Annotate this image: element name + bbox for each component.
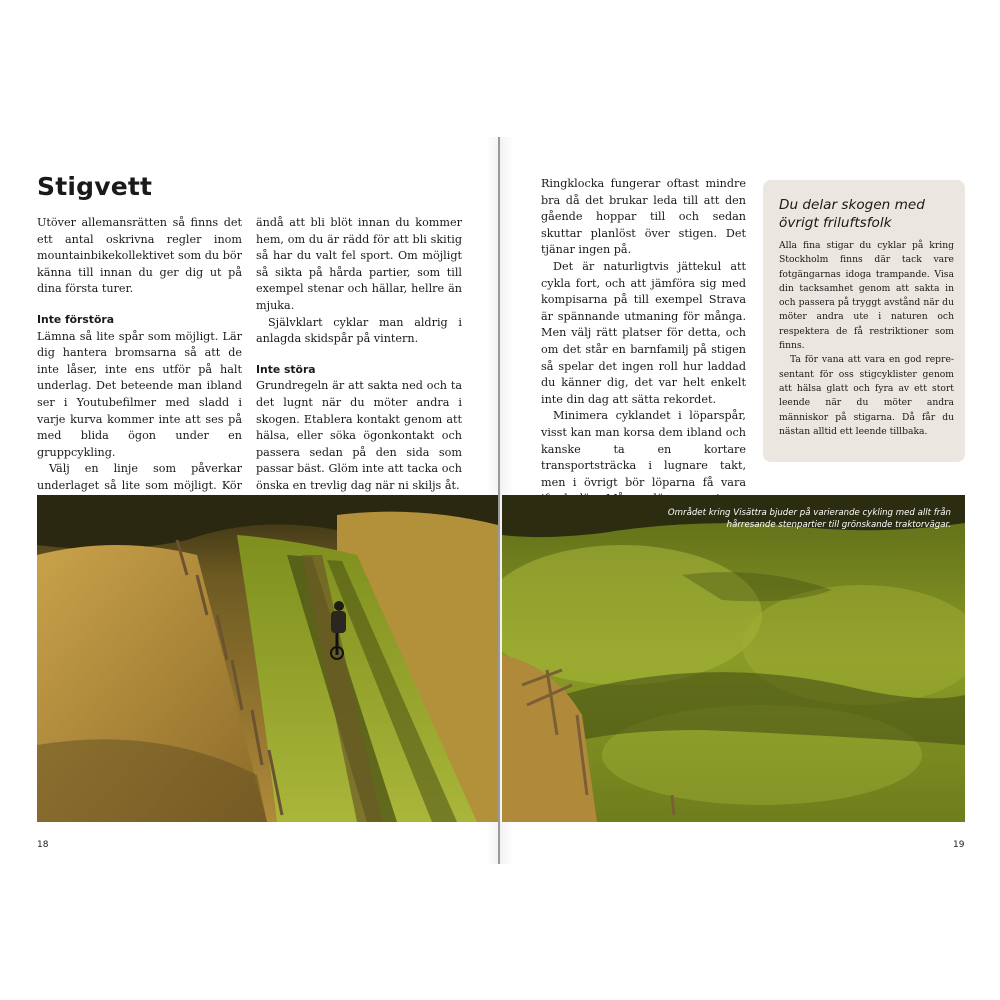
paragraph: Välj en linje som påverkar underlaget så lite som möjligt. Kör (37, 462, 242, 492)
text-column-3 (541, 176, 746, 541)
photo-left-cyclist-trail (37, 495, 498, 822)
page-number-right: 19 (953, 840, 965, 850)
photo-right-meadow (502, 495, 965, 822)
photo-caption: Området kring Visättra bjuder på varierande cykling med allt från hårresande stenpartier till grönskande traktorvägar. (667, 508, 951, 530)
subheading-inte-stora: Inte störa (256, 362, 316, 376)
page-title: Stigvett (37, 172, 153, 201)
sidebar-box (763, 180, 965, 462)
sidebar-heading: Du delar skogen med övrigt friluftsfolk (779, 197, 925, 231)
paragraph: Grundregeln är att sakta ned och ta det lugnt när du möter andra i skogen. Etablera kontakt genom att hälsa, eller söka ögonkontakt och passera sedan på den sida som passar bäst. Glöm inte att tacka och önska en trevlig dag när ni skiljs åt. (256, 379, 462, 492)
sidebar-text (779, 239, 954, 439)
page-number-left: 18 (37, 840, 49, 850)
subheading-inte-forstora: Inte förstöra (37, 312, 115, 326)
paragraph-intro: Utöver allemansrätten så finns det ett antal oskrivna regler inom mountainbikekollektivet som du bör känna till innan du ger dig ut på dina första turer. (37, 216, 242, 296)
paragraph: Självklart cyklar man aldrig i anlagda skidspår på vintern. (256, 315, 462, 346)
paragraph: Lämna så lite spår som möjligt. Lär dig hantera bromsarna så att de inte låser, inte ens utför på halt underlag. Det beteende man ibland ser i Youtubefilmer med sladd i varje kurva kommer inte att ses på med blida ögon under en gruppcykling. (37, 329, 242, 459)
gutter-line (498, 137, 500, 864)
paragraph: Alla fina stigar du cyklar på kring Stockholm finns där tack vare fotgängarnas idoga trampande. Visa din tacksamhet genom att sakta in och passera på tryggt avstånd när du möter andra ute i naturen och respektera de få restriktioner som finns. (779, 240, 954, 352)
photo-left-image (37, 495, 498, 822)
text-column-1 (37, 215, 242, 528)
paragraph: Ringklocka fungerar oftast mindre bra då det brukar leda till att den gående hoppar till och sedan skuttar planlöst över stigen. Det tjänar ingen på. (541, 177, 746, 257)
paragraph: ändå att bli blöt innan du kommer hem, om du är rädd för att bli skitig så har du valt fel sport. Om möjligt så sikta på hårda partier, som till exempel stenar och hällar, hellre än mjuka. (256, 216, 462, 312)
photo-right-image (502, 495, 965, 822)
paragraph: Ta för vana att vara en god representant för oss stigcyklister genom att hälsa glatt och fyra av ett stort leende när du möter andra människor på stigarna. Då får du nästan alltid ett leende tillbaka. (779, 354, 954, 437)
paragraph: Minimera cyklandet i löparspår, visst kan man korsa dem ibland och kanske ta en kortare transportsträcka i lugnare takt, men i övrigt bör löparna få vara (541, 409, 746, 489)
paragraph: Det är naturligtvis jättekul att cykla fort, och att jämföra sig med kompisarna på till exempel Strava är spännande utmaning för många. Men välj rätt platser för detta, och om det står en barnfamilj på stigen så spelar det ingen roll hur laddad du känner dig, det var helt enkelt inte din dag att sätta rekordet. (541, 259, 746, 406)
text-column-2 (256, 215, 462, 495)
